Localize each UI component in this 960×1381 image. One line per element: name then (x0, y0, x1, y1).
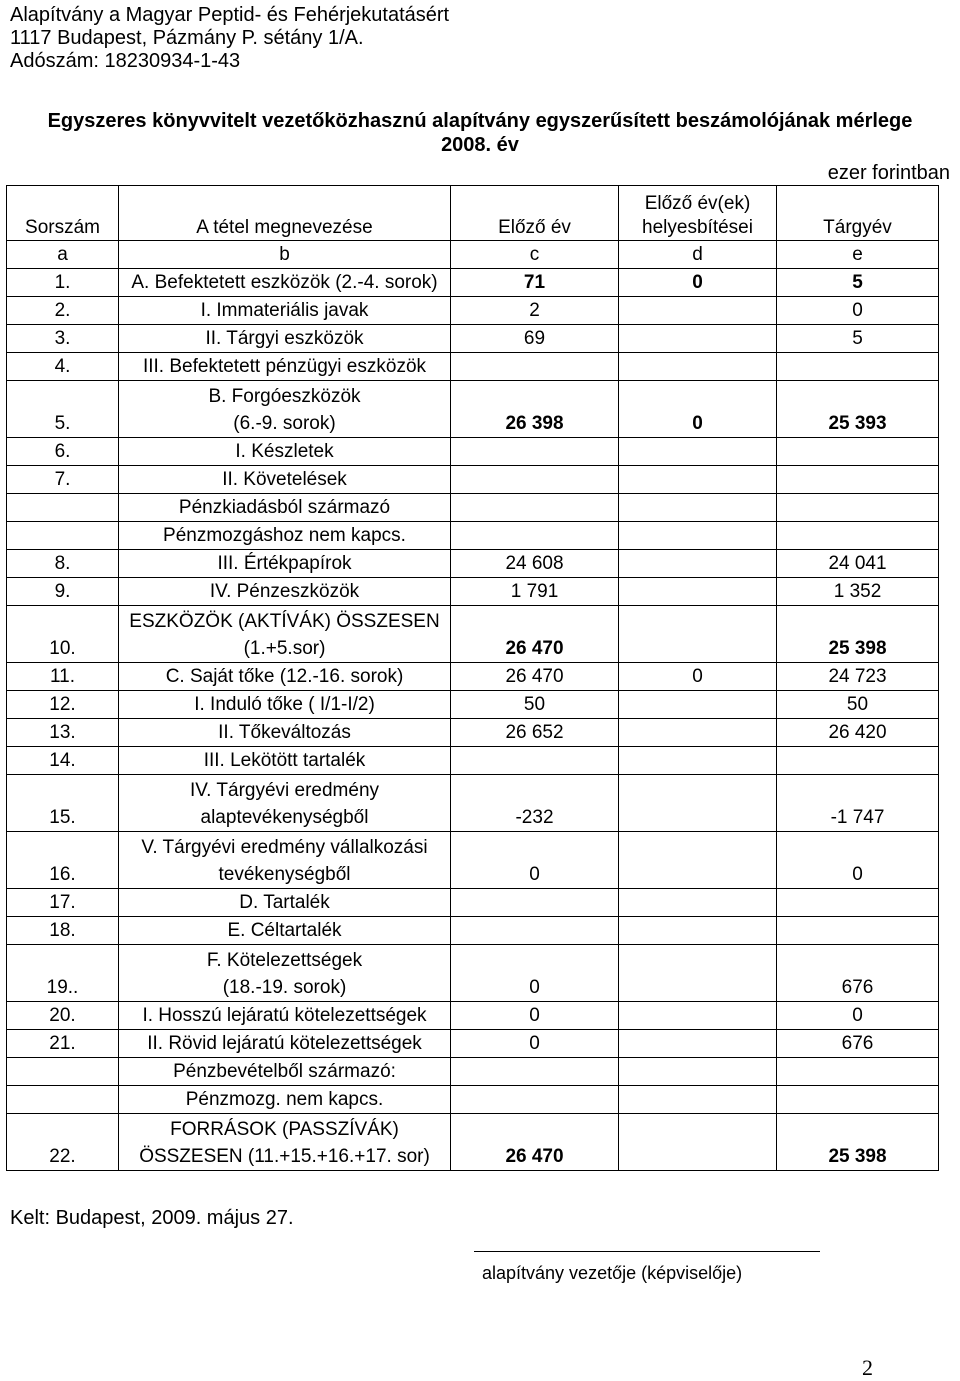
table-row (7, 691, 939, 719)
previous-year-value (451, 466, 619, 494)
previous-year-value: 0 (451, 945, 619, 1002)
correction-value (619, 832, 777, 889)
previous-year-value: 71 (451, 269, 619, 297)
row-item-name: Pénzbevételből származó: (119, 1058, 451, 1086)
org-name: Alapítvány a Magyar Peptid- és Fehérjekutatásért (10, 4, 450, 26)
table-row (7, 325, 939, 353)
row-number: 11. (7, 663, 119, 691)
row-number (7, 522, 119, 550)
row-item-name: A. Befektetett eszközök (2.-4. sorok) (119, 269, 451, 297)
current-year-value: 0 (777, 1002, 939, 1030)
row-item-name: ESZKÖZÖK (AKTÍVÁK) ÖSSZESEN (1.+5.sor) (119, 606, 451, 663)
row-number: 18. (7, 917, 119, 945)
org-tax-number: Adószám: 18230934-1-43 (10, 50, 241, 72)
header-corrections: Előző év(ek) helyesbítései (619, 186, 777, 241)
previous-year-value (451, 522, 619, 550)
row-number: 1. (7, 269, 119, 297)
previous-year-value (451, 889, 619, 917)
previous-year-value: 0 (451, 832, 619, 889)
signature-label: alapítvány vezetője (képviselője) (482, 1263, 743, 1283)
table-row (7, 522, 939, 550)
correction-value: 0 (619, 269, 777, 297)
current-year-value: 0 (777, 832, 939, 889)
previous-year-value: -232 (451, 775, 619, 832)
correction-value (619, 747, 777, 775)
current-year-value (777, 747, 939, 775)
previous-year-value: 69 (451, 325, 619, 353)
row-item-name: Pénzkiadásból származó (119, 494, 451, 522)
column-letter: c (451, 241, 619, 269)
row-item-name: B. Forgóeszközök (6.-9. sorok) (119, 381, 451, 438)
row-number: 22. (7, 1114, 119, 1171)
row-item-name: D. Tartalék (119, 889, 451, 917)
previous-year-value: 26 470 (451, 606, 619, 663)
previous-year-value: 50 (451, 691, 619, 719)
previous-year-value: 24 608 (451, 550, 619, 578)
table-row (7, 719, 939, 747)
table-row (7, 606, 939, 663)
row-number: 16. (7, 832, 119, 889)
table-row (7, 466, 939, 494)
row-item-name: II. Követelések (119, 466, 451, 494)
document-year: 2008. év (441, 134, 519, 156)
previous-year-value: 0 (451, 1030, 619, 1058)
current-year-value (777, 1086, 939, 1114)
correction-value (619, 691, 777, 719)
page-number: 2 (862, 1355, 873, 1380)
correction-value (619, 1030, 777, 1058)
row-item-name: I. Induló tőke ( I/1-I/2) (119, 691, 451, 719)
current-year-value: 24 041 (777, 550, 939, 578)
table-row (7, 1114, 939, 1171)
balance-sheet-table (6, 185, 939, 1171)
row-item-name: I. Immateriális javak (119, 297, 451, 325)
row-item-name: I. Készletek (119, 438, 451, 466)
row-number: 20. (7, 1002, 119, 1030)
header-sorszam: Sorszám (7, 186, 119, 241)
correction-value (619, 917, 777, 945)
row-number: 2. (7, 297, 119, 325)
row-item-name: IV. Tárgyévi eredmény alaptevékenységből (119, 775, 451, 832)
previous-year-value (451, 353, 619, 381)
table-header-row (7, 186, 939, 241)
table-row (7, 917, 939, 945)
row-number: 12. (7, 691, 119, 719)
row-item-name: III. Értékpapírok (119, 550, 451, 578)
row-number: 17. (7, 889, 119, 917)
row-item-name: F. Kötelezettségek (18.-19. sorok) (119, 945, 451, 1002)
correction-value (619, 1114, 777, 1171)
row-item-name: II. Tőkeváltozás (119, 719, 451, 747)
table-row (7, 438, 939, 466)
row-number (7, 494, 119, 522)
row-number: 6. (7, 438, 119, 466)
table-row (7, 578, 939, 606)
previous-year-value (451, 494, 619, 522)
row-number: 9. (7, 578, 119, 606)
table-row (7, 663, 939, 691)
row-item-name: FORRÁSOK (PASSZÍVÁK) ÖSSZESEN (11.+15.+16.+17. sor) (119, 1114, 451, 1171)
row-item-name: E. Céltartalék (119, 917, 451, 945)
correction-value: 0 (619, 663, 777, 691)
previous-year-value: 0 (451, 1002, 619, 1030)
header-current-year: Tárgyév (777, 186, 939, 241)
correction-value (619, 606, 777, 663)
current-year-value: 0 (777, 297, 939, 325)
current-year-value: 5 (777, 269, 939, 297)
table-row (7, 1086, 939, 1114)
current-year-value (777, 353, 939, 381)
table-row (7, 1058, 939, 1086)
current-year-value (777, 466, 939, 494)
signature-line (474, 1251, 820, 1252)
row-item-name: III. Lekötött tartalék (119, 747, 451, 775)
row-number: 14. (7, 747, 119, 775)
row-item-name: IV. Pénzeszközök (119, 578, 451, 606)
table-row (7, 381, 939, 438)
row-number (7, 1086, 119, 1114)
table-row (7, 747, 939, 775)
previous-year-value: 2 (451, 297, 619, 325)
row-number: 8. (7, 550, 119, 578)
correction-value (619, 494, 777, 522)
correction-value (619, 578, 777, 606)
org-address: 1117 Budapest, Pázmány P. sétány 1/A. (10, 27, 364, 49)
current-year-value: 24 723 (777, 663, 939, 691)
current-year-value (777, 522, 939, 550)
column-letter: b (119, 241, 451, 269)
previous-year-value (451, 438, 619, 466)
row-number: 21. (7, 1030, 119, 1058)
previous-year-value: 26 652 (451, 719, 619, 747)
correction-value (619, 889, 777, 917)
table-row (7, 889, 939, 917)
unit-label: ezer forintban (827, 162, 950, 184)
current-year-value: 25 398 (777, 1114, 939, 1171)
header-previous-year: Előző év (451, 186, 619, 241)
table-row (7, 550, 939, 578)
column-letter: a (7, 241, 119, 269)
current-year-value: 50 (777, 691, 939, 719)
row-item-name: III. Befektetett pénzügyi eszközök (119, 353, 451, 381)
table-row (7, 832, 939, 889)
correction-value (619, 775, 777, 832)
row-item-name: I. Hosszú lejáratú kötelezettségek (119, 1002, 451, 1030)
row-number: 3. (7, 325, 119, 353)
correction-value (619, 1086, 777, 1114)
table-column-letters-row (7, 241, 939, 269)
column-letter: d (619, 241, 777, 269)
row-number: 7. (7, 466, 119, 494)
current-year-value (777, 494, 939, 522)
table-row (7, 353, 939, 381)
table-row (7, 1030, 939, 1058)
row-number: 15. (7, 775, 119, 832)
row-item-name: Pénzmozgáshoz nem kapcs. (119, 522, 451, 550)
previous-year-value (451, 747, 619, 775)
current-year-value: 676 (777, 945, 939, 1002)
row-item-name: V. Tárgyévi eredmény vállalkozási tevékenységből (119, 832, 451, 889)
current-year-value (777, 438, 939, 466)
row-number: 19.. (7, 945, 119, 1002)
current-year-value: 25 393 (777, 381, 939, 438)
row-number: 13. (7, 719, 119, 747)
current-year-value (777, 917, 939, 945)
row-number (7, 1058, 119, 1086)
current-year-value (777, 1058, 939, 1086)
current-year-value: 1 352 (777, 578, 939, 606)
current-year-value: 676 (777, 1030, 939, 1058)
previous-year-value (451, 1086, 619, 1114)
correction-value (619, 297, 777, 325)
date-place: Kelt: Budapest, 2009. május 27. (10, 1207, 294, 1229)
row-item-name: C. Saját tőke (12.-16. sorok) (119, 663, 451, 691)
row-item-name: II. Tárgyi eszközök (119, 325, 451, 353)
correction-value (619, 522, 777, 550)
correction-value (619, 945, 777, 1002)
table-row (7, 269, 939, 297)
current-year-value: 25 398 (777, 606, 939, 663)
row-number: 4. (7, 353, 119, 381)
header-item-name: A tétel megnevezése (119, 186, 451, 241)
correction-value (619, 353, 777, 381)
correction-value (619, 438, 777, 466)
table-row (7, 775, 939, 832)
correction-value: 0 (619, 381, 777, 438)
current-year-value: 5 (777, 325, 939, 353)
table-row (7, 1002, 939, 1030)
row-item-name: Pénzmozg. nem kapcs. (119, 1086, 451, 1114)
previous-year-value (451, 917, 619, 945)
correction-value (619, 1058, 777, 1086)
table-row (7, 297, 939, 325)
row-number: 10. (7, 606, 119, 663)
table-row (7, 494, 939, 522)
current-year-value: -1 747 (777, 775, 939, 832)
correction-value (619, 719, 777, 747)
correction-value (619, 550, 777, 578)
correction-value (619, 325, 777, 353)
column-letter: e (777, 241, 939, 269)
previous-year-value: 1 791 (451, 578, 619, 606)
current-year-value (777, 889, 939, 917)
previous-year-value: 26 398 (451, 381, 619, 438)
correction-value (619, 1002, 777, 1030)
previous-year-value: 26 470 (451, 663, 619, 691)
previous-year-value (451, 1058, 619, 1086)
previous-year-value: 26 470 (451, 1114, 619, 1171)
table-row (7, 945, 939, 1002)
current-year-value: 26 420 (777, 719, 939, 747)
correction-value (619, 466, 777, 494)
row-number: 5. (7, 381, 119, 438)
document-title: Egyszeres könyvvitelt vezetőközhasznú alapítvány egyszerűsített beszámolójának mérlege (47, 110, 913, 132)
row-item-name: II. Rövid lejáratú kötelezettségek (119, 1030, 451, 1058)
